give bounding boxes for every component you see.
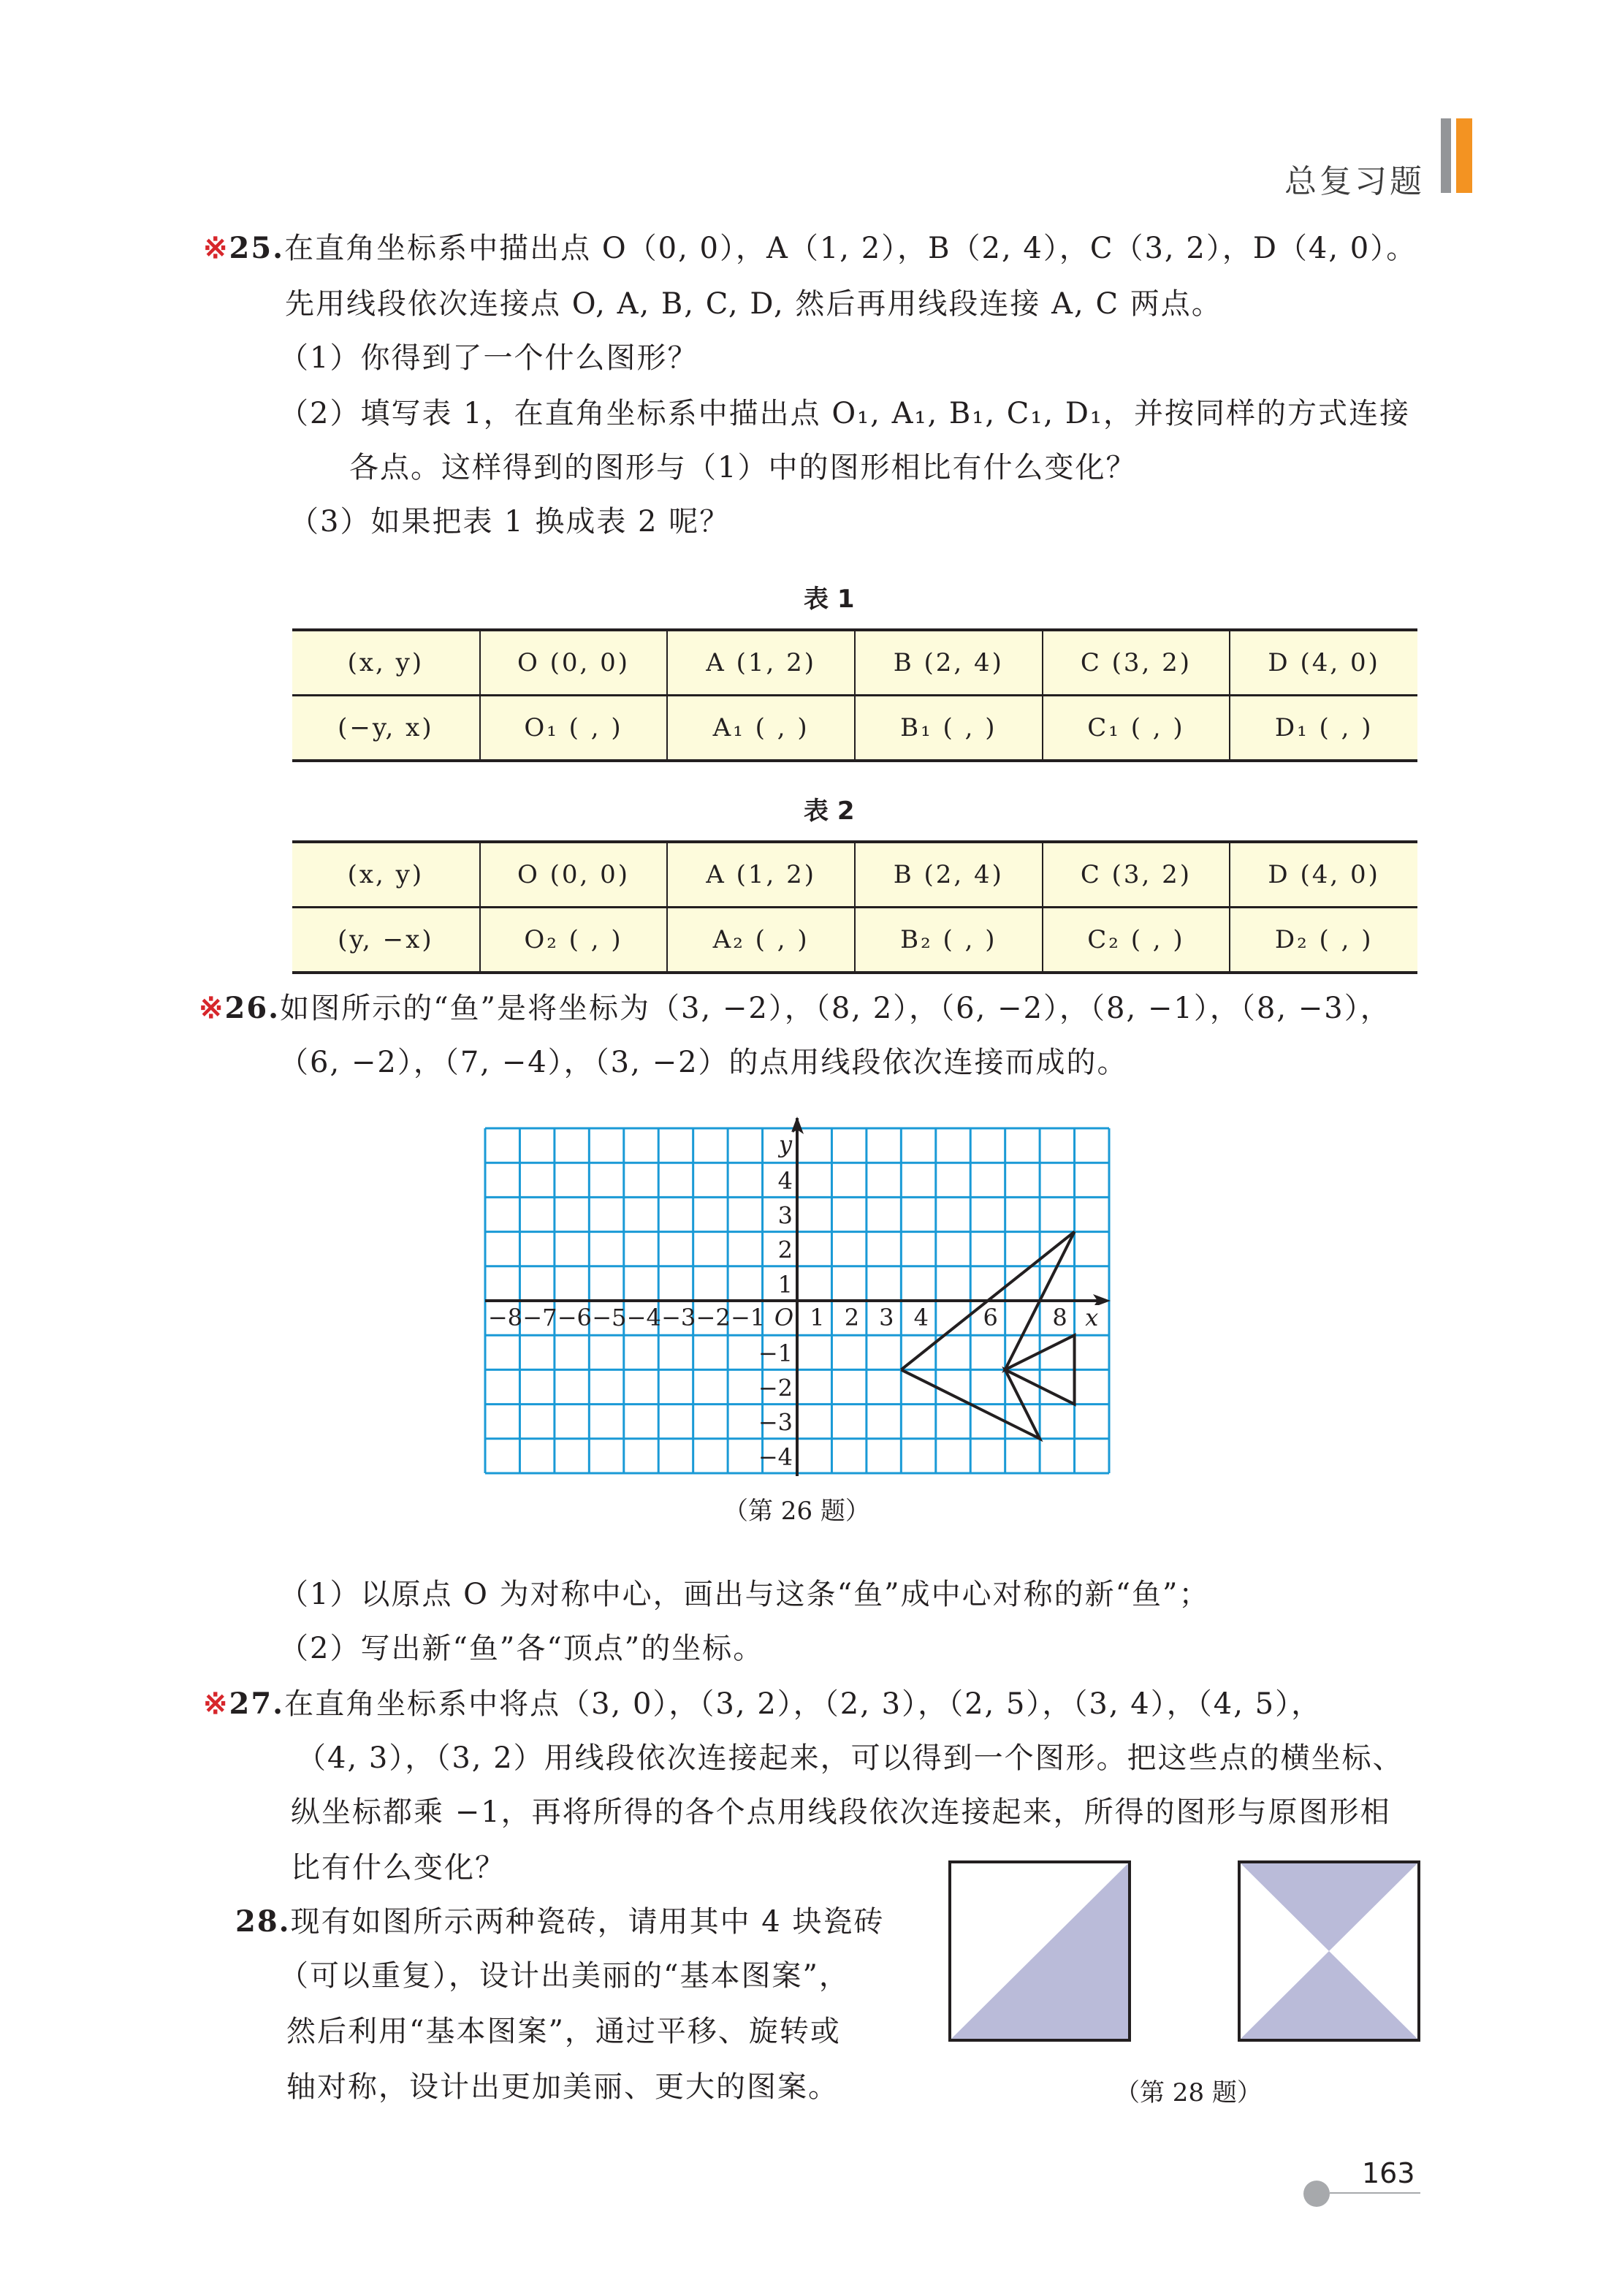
question-number: 25. — [229, 231, 285, 265]
x-tick-label: 1 — [810, 1304, 825, 1331]
table-cell: D₁ ( , ) — [1230, 696, 1417, 761]
table-cell: A₂ ( , ) — [667, 908, 855, 973]
table-cell: D₂ ( , ) — [1230, 908, 1417, 973]
table2-caption: 表 2 — [804, 797, 855, 826]
y-tick-label: 1 — [777, 1270, 793, 1299]
table1 — [292, 628, 1417, 762]
table-cell: O₁ ( , ) — [480, 696, 668, 761]
q26-text: 如图所示的“鱼”是将坐标为（3, −2），（8, 2），（6, −2），（8, −1），（8, −3）， — [280, 992, 1391, 1025]
y-tick-label: −4 — [758, 1442, 793, 1471]
table-row — [292, 696, 1417, 761]
table-cell: B₁ ( , ) — [855, 696, 1043, 761]
x-tick-label: 3 — [879, 1304, 894, 1331]
question-number: 26. — [224, 991, 281, 1025]
tile-hourglass — [1236, 1859, 1422, 2043]
q25-sub3: （3）如果把表 1 换成表 2 呢？ — [289, 505, 731, 539]
optional-mark: ※ — [203, 1687, 229, 1721]
table-row — [292, 630, 1417, 696]
q25-text: 在直角坐标系中描出点 O（0, 0），A（1, 2），B（2, 4），C（3, 2），D（4, 0）。 — [284, 232, 1417, 265]
x-tick-label: −3 — [661, 1304, 696, 1331]
x-tick-label: 6 — [983, 1304, 998, 1331]
tile-diagonal — [947, 1859, 1132, 2043]
table-cell: C₂ ( , ) — [1043, 908, 1230, 973]
q28-text: 现有如图所示两种瓷砖，请用其中 4 块瓷砖 — [290, 1905, 885, 1939]
q27-line1 — [203, 1685, 1322, 1723]
q28-line4: 轴对称，设计出更加美丽、更大的图案。 — [286, 2070, 839, 2104]
page-dot-icon — [1303, 2181, 1330, 2207]
x-tick-label: 8 — [1052, 1304, 1067, 1331]
header-bar-grey — [1441, 118, 1451, 193]
q25-sub2a: （2）填写表 1，在直角坐标系中描出点 O₁, A₁, B₁, C₁, D₁，并按同样的方式连接 — [279, 397, 1410, 430]
table-cell: (x, y) — [292, 630, 480, 696]
table-cell: (y, −x) — [292, 908, 480, 973]
q26-line1 — [199, 989, 1391, 1027]
table-cell: O₂ ( , ) — [480, 908, 668, 973]
table-cell: (x, y) — [292, 842, 480, 908]
q27-line4: 比有什么变化？ — [291, 1851, 506, 1885]
q27-line2: （4, 3），（3, 2）用线段依次连接起来，可以得到一个图形。把这些点的横坐标、 — [297, 1741, 1404, 1775]
q26-line2: （6, −2），（7, −4），（3, −2）的点用线段依次连接而成的。 — [279, 1046, 1128, 1079]
x-tick-label: −7 — [522, 1304, 557, 1331]
y-tick-label: 2 — [777, 1236, 793, 1264]
table-cell: A (1, 2) — [667, 842, 855, 908]
table2 — [292, 840, 1417, 974]
table1-caption: 表 1 — [804, 585, 855, 614]
section-title: 总复习题 — [1284, 163, 1425, 200]
table-cell: D (4, 0) — [1230, 842, 1417, 908]
question-number: 28. — [235, 1904, 291, 1939]
question-number: 27. — [229, 1687, 285, 1721]
table-cell: B (2, 4) — [855, 842, 1043, 908]
q25-line1 — [203, 229, 1417, 267]
y-tick-label: 3 — [777, 1201, 793, 1230]
q26-sub2: （2）写出新“鱼”各“顶点”的坐标。 — [279, 1632, 764, 1665]
x-tick-label: −6 — [557, 1304, 592, 1331]
x-axis-label: x — [1085, 1304, 1099, 1331]
x-tick-label: −8 — [487, 1304, 523, 1331]
q27-line3: 纵坐标都乘 −1，再将所得的各个点用线段依次连接起来，所得的图形与原图形相 — [291, 1795, 1391, 1829]
y-tick-label: −1 — [758, 1339, 793, 1368]
q25-sub1: （1）你得到了一个什么图形？ — [279, 341, 698, 375]
y-axis-label: y — [778, 1130, 793, 1159]
table-cell: B (2, 4) — [855, 630, 1043, 696]
table-cell: C (3, 2) — [1043, 630, 1230, 696]
x-tick-label: 4 — [913, 1304, 929, 1331]
figure-26-caption: （第 26 题） — [723, 1497, 870, 1526]
figure-28-caption: （第 28 题） — [1115, 2078, 1262, 2107]
x-tick-label: −2 — [696, 1304, 731, 1331]
y-tick-label: −3 — [758, 1408, 793, 1437]
x-tick-label: −4 — [626, 1304, 661, 1331]
table-cell: D (4, 0) — [1230, 630, 1417, 696]
page-underline — [1330, 2192, 1420, 2194]
q26-sub1: （1）以原点 O 为对称中心，画出与这条“鱼”成中心对称的新“鱼”； — [279, 1578, 1210, 1611]
origin-label: O — [774, 1304, 794, 1331]
header-bar-orange — [1456, 118, 1472, 193]
table-cell: C₁ ( , ) — [1043, 696, 1230, 761]
optional-mark: ※ — [203, 231, 229, 265]
optional-mark: ※ — [199, 991, 225, 1025]
q27-text: 在直角坐标系中将点（3, 0），（3, 2），（2, 3），（2, 5），（3, 4），（4, 5）， — [284, 1687, 1322, 1721]
x-tick-label: 2 — [844, 1304, 860, 1331]
q28-line3: 然后利用“基本图案”，通过平移、旋转或 — [286, 2015, 841, 2048]
table-row — [292, 842, 1417, 908]
q25-line2: 先用线段依次连接点 O, A, B, C, D, 然后再用线段连接 A, C 两点。 — [285, 287, 1222, 321]
x-tick-label: −1 — [730, 1304, 766, 1331]
y-tick-label: −2 — [758, 1374, 793, 1402]
table-row — [292, 908, 1417, 973]
table-cell: B₂ ( , ) — [855, 908, 1043, 973]
table-cell: A₁ ( , ) — [667, 696, 855, 761]
page-number: 163 — [1362, 2157, 1415, 2189]
q28-line1 — [235, 1903, 884, 1941]
q28-line2: （可以重复），设计出美丽的“基本图案”， — [279, 1959, 850, 1993]
table-cell: O (0, 0) — [480, 842, 668, 908]
table-cell: O (0, 0) — [480, 630, 668, 696]
table-cell: C (3, 2) — [1043, 842, 1230, 908]
q25-sub2b: 各点。这样得到的图形与（1）中的图形相比有什么变化？ — [349, 451, 1137, 484]
table-cell: A (1, 2) — [667, 630, 855, 696]
fish-coordinate-grid — [438, 1096, 1140, 1491]
x-tick-label: −5 — [592, 1304, 627, 1331]
y-tick-label: 4 — [777, 1167, 793, 1195]
table-cell: (−y, x) — [292, 696, 480, 761]
